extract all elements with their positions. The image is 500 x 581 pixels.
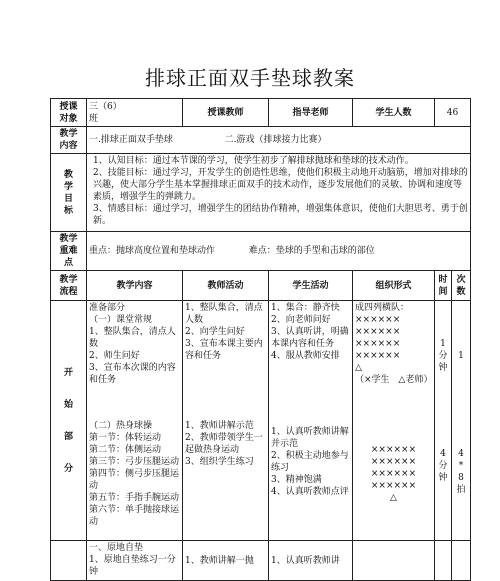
part1-teacher: 1、整队集合，清点人数 2、向学生问好 3、宣布本课主要内容和任务: [185, 303, 263, 361]
goals-char: 目: [63, 193, 73, 204]
col-count: 次 数: [452, 271, 471, 301]
label-basic-section: [51, 541, 87, 581]
students-value: 46: [435, 99, 471, 127]
basic-count: [452, 541, 471, 581]
part1-count: 1: [458, 351, 464, 361]
part2-teacher: 1、教师讲解示范 2、教师带领学生一起做热身运动 3、组织学生练习: [185, 421, 263, 467]
start-section-row: [51, 301, 471, 541]
label-key: 教学 重难 点: [51, 232, 87, 271]
label-object: 授课 对象: [51, 99, 87, 127]
difficult-point: 难点：垫球的手型和击球的部位: [248, 246, 375, 256]
goals-row: [51, 154, 471, 232]
col-student: 学生活动: [269, 271, 353, 301]
part1-content: 准备部分 （一）课堂常规 1、整队集合，清点人数 2、师生问好 3、宣布本次课的内容和任务: [89, 303, 176, 385]
start-time-cell: [435, 301, 452, 541]
col-content: 教学内容: [87, 271, 183, 301]
basic-time: [435, 541, 452, 581]
start-org-cell: [353, 301, 435, 541]
part2-count: 4 * 8 拍: [456, 449, 466, 495]
label-teacher: 授课教师: [183, 99, 269, 127]
label-start-section: [51, 301, 87, 541]
start-char: 始: [63, 399, 73, 410]
content-items: [87, 127, 471, 154]
header-row: [51, 99, 471, 127]
basic-content: 一、原地自垫 1、原地自垫练习一分钟: [87, 541, 183, 581]
basic-student: 1、认真听教师讲: [269, 541, 353, 581]
part1-org: 成四列横队： ×××××× ×××××× ×××××× ×××××× △ （×学生 △老师）: [355, 303, 433, 385]
start-char: 开: [63, 367, 73, 378]
goals-char: 标: [63, 205, 73, 216]
class-value: 三（6） 班: [87, 99, 183, 127]
basic-teacher: 1、教师讲解一抛: [183, 541, 269, 581]
part2-org: ×××××× ×××××× ×××××× ×××××× △: [370, 445, 417, 503]
content-item-2: 二.游戏（排球接力比赛）: [224, 135, 327, 145]
basic-org: [353, 541, 435, 581]
page-title: 排球正面双手垫球教案: [145, 66, 355, 90]
content-row: [51, 127, 471, 154]
part2-time: 4 分 钟: [438, 449, 448, 483]
start-char: 部: [63, 431, 73, 442]
key-point: 重点：抛球高度位置和垫球动作: [89, 246, 216, 256]
part2-student: 1、认真听教师讲解并示范 2、积极主动地参与练习 3、精神饱满 4、认真听教师点评: [271, 427, 349, 497]
col-process: 教学 流程: [51, 271, 87, 301]
goals-char: 教: [63, 169, 73, 180]
goals-text: 1、认知目标：通过本节课的学习，使学生初步了解排球抛球和垫球的技术动作。 2、技能目标：通过学习，开发学生的创造性思维，使他们积极主动地开动脑筋，增加对排球的兴趣，使大部分学生基本掌握排球正面双手的技术动作，逐步发展他们的灵敏、协调和速度等素质，增强学生的弹跳力。 3、情感目标：通过学习，增强学生的团结协作精神，增强集体意识，使他们大胆思考、勇于创新。: [87, 154, 471, 232]
goals-char: 学: [63, 181, 73, 192]
label-guide: 指导老师: [269, 99, 353, 127]
start-student-cell: [269, 301, 353, 541]
key-row: [51, 232, 471, 271]
part1-student: 1、集合：静齐快 2、向老师问好 3、认真听讲，明确本课内容和任务 4、服从教师安排: [271, 303, 349, 361]
part2-content: （二）热身球操 第一节：体转运动 第二节：体侧运动 第三节：弓步压腿运动 第四节：侧弓步压腿运动 第五节：手指手腕运动 第六节：单手抛接球运动: [89, 421, 180, 527]
label-goals: [51, 154, 87, 232]
part1-time: 1 分 钟: [438, 339, 448, 373]
start-teacher-cell: [183, 301, 269, 541]
start-content-cell: [87, 301, 183, 541]
col-time: 时 间: [435, 271, 452, 301]
label-students: 学生人数: [353, 99, 435, 127]
content-item-1: 一.排球正面双手垫球: [89, 135, 173, 145]
basic-section-row: [51, 541, 471, 581]
col-org: 组织形式: [353, 271, 435, 301]
col-teacher: 教师活动: [183, 271, 269, 301]
start-count-cell: [452, 301, 471, 541]
column-header-row: [51, 271, 471, 301]
lesson-plan-table: [50, 98, 471, 581]
label-content: 教学 内容: [51, 127, 87, 154]
start-char: 分: [63, 463, 73, 474]
key-points: [87, 232, 471, 271]
